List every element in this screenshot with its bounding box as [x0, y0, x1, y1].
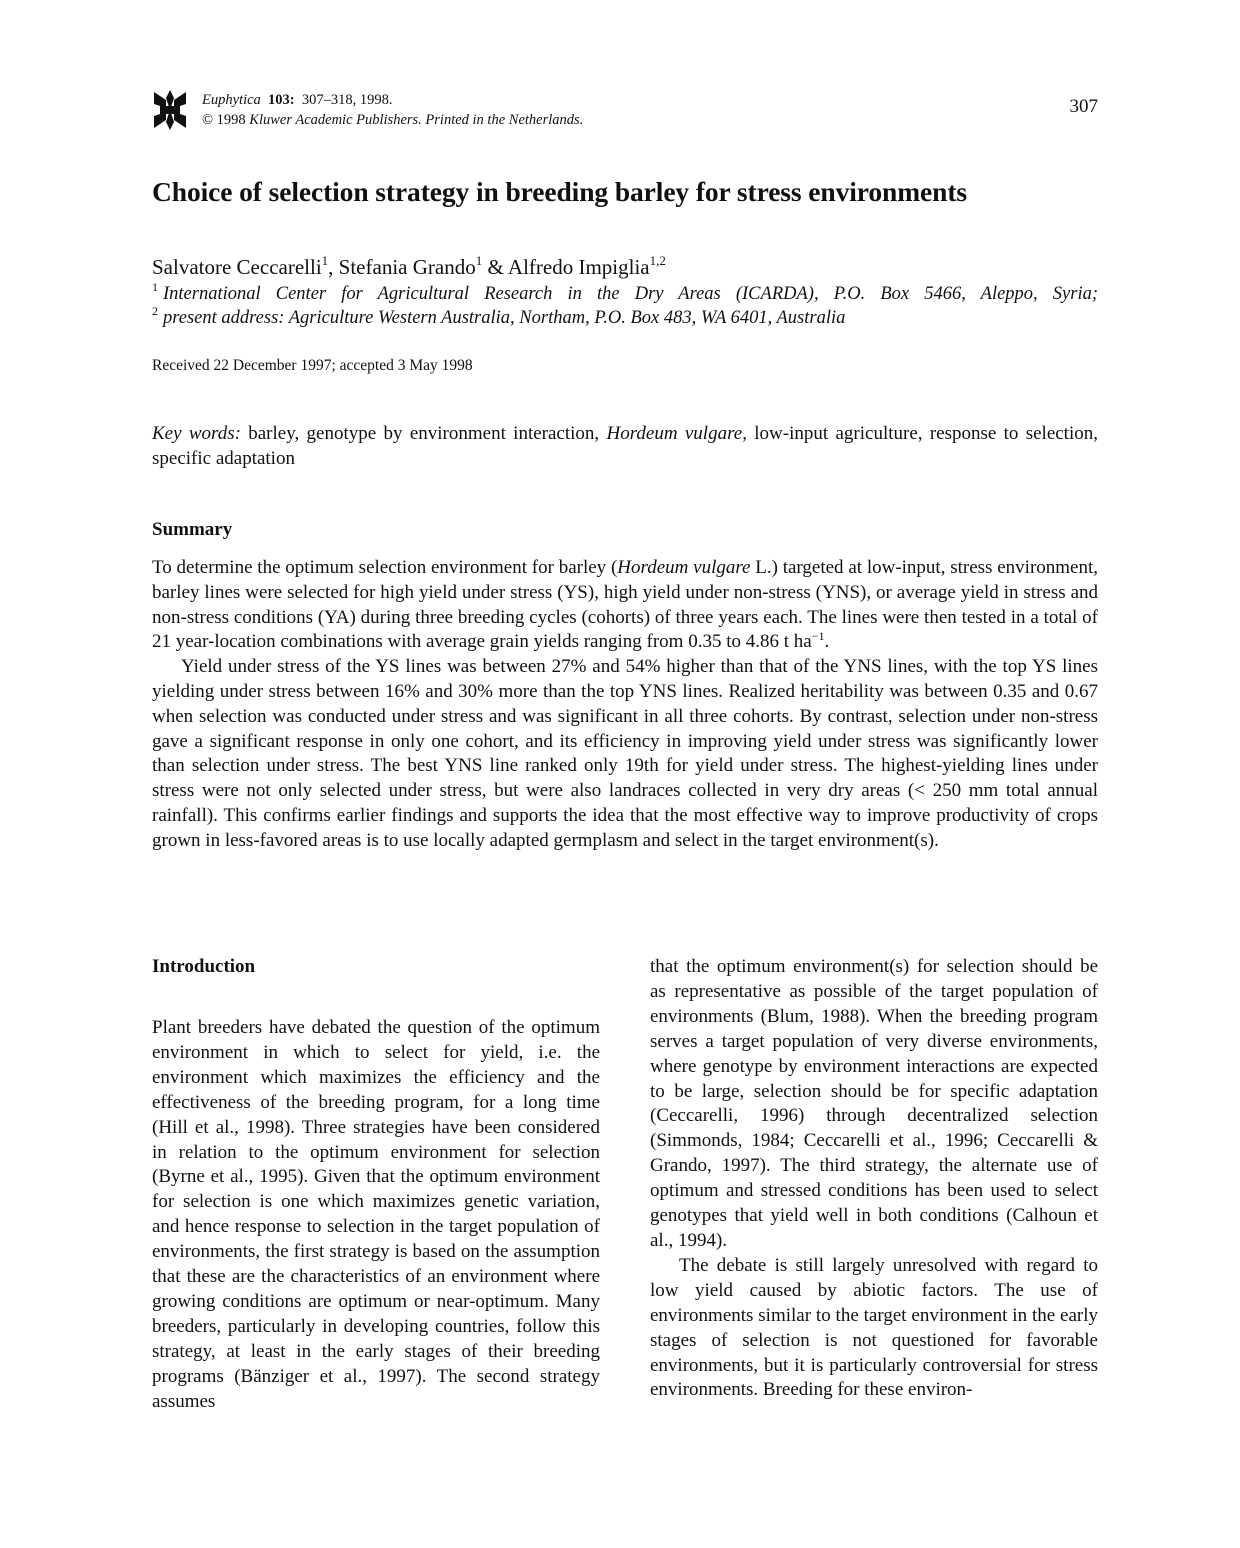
author-affiliation-mark: 1 — [321, 253, 329, 268]
introduction-paragraph: The debate is still largely unresolved with regard to low yield caused by abiotic factors. The use of environments similar to the target environment in the early stages of selection is not questioned for favorable environments, but it is particularly controversial for stress environments. Breeding for these environ- — [650, 1254, 1098, 1401]
article-title: Choice of selection strategy in breeding barley for stress environments — [152, 176, 968, 207]
summary-body — [152, 556, 1098, 854]
keywords-label: Key words: — [152, 423, 241, 444]
affiliation-text: present address: Agriculture Western Australia, Northam, P.O. Box 483, WA 6401, Australia — [163, 308, 846, 328]
keywords-text: , low-input agriculture, response to selection, specific adaptation — [152, 423, 1098, 469]
author-name: Alfredo Impiglia — [507, 255, 650, 279]
introduction-right-column — [650, 955, 1098, 1403]
received-dates: Received 22 December 1997; accepted 3 May 1998 — [152, 357, 473, 374]
author-name: Stefania Grando — [338, 255, 476, 279]
journal-pages-year: 307–318, 1998. — [301, 92, 393, 108]
page-number: 307 — [1069, 96, 1098, 117]
keywords-text: barley, genotype by environment interaction, — [240, 423, 607, 444]
journal-volume: 103: — [268, 92, 295, 108]
summary-species: Hordeum vulgare — [617, 557, 751, 578]
author-affiliation-mark: 1,2 — [649, 253, 666, 268]
author-separator: & — [482, 255, 508, 279]
summary-paragraph: Yield under stress of the YS lines was between 27% and 54% higher than that of the YNS lines, with the top YS lines yielding under stress between 16% and 30% more than the top YNS lines. Realized heritability was between 0.35 and 0.67 when selection was conducted under stress and was significant in all three cohorts. By contrast, selection under non-stress gave a significant response in only one cohort, and its efficiency in improving yield under stress was significantly lower than selection under stress. The best YNS line ranked only 19th for yield under stress. The highest-yielding lines under stress were not only selected under stress, but were also landraces collected in very dry areas (< 250 mm total annual rainfall). This confirms earlier findings and supports the idea that the most effective way to improve productivity of crops grown in less-favored areas is to use locally adapted germplasm and select in the target environment(s). — [152, 656, 1098, 851]
copyright-line — [202, 110, 583, 130]
introduction-paragraph: Plant breeders have debated the question of the optimum environment in which to select for yield, i.e. the environment which maximizes the efficiency and the effectiveness of the breeding program, for a long time (Hill et al., 1998). Three strategies have been considered in relation to the optimum environment for selection (Byrne et al., 1995). Given that the optimum environment for selection is one which maximizes genetic variation, and hence response to selection in the target population of environments, the first strategy is based on the assumption that these are the characteristics of an environment where growing conditions are optimum or near-optimum. Many breeders, particularly in developing countries, follow this strategy, at least in the early stages of their breeding programs (Bänziger et al., 1997). The second strategy assumes — [152, 1017, 600, 1412]
summary-heading: Summary — [152, 519, 233, 540]
author-separator: , — [328, 255, 339, 279]
affiliation-2 — [152, 304, 1098, 329]
affiliation-mark: 1 — [152, 280, 158, 294]
affiliation-text: International Center for Agricultural Research in the Dry Areas (ICARDA), P.O. Box 5466, Aleppo, Syria; — [163, 284, 1098, 304]
introduction-paragraph-continued: that the optimum environment(s) for selection should be as representative as possible of the target population of environments (Blum, 1988). When the breeding program serves a target population of very diverse environments, where genotype by environment interactions are expected to be large, selection should be for specific adaptation (Ceccarelli, 1996) through decentralized selection (Simmonds, 1984; Ceccarelli et al., 1996; Ceccarelli & Grando, 1997). The third strategy, the alternate use of optimum and stressed conditions has been used to select genotypes that yield well in both conditions (Calhoun et al., 1994). — [650, 956, 1098, 1251]
journal-name: Euphytica — [202, 92, 261, 108]
unit-exponent: −1 — [811, 629, 825, 644]
journal-line — [202, 90, 583, 110]
introduction-heading: Introduction — [152, 956, 256, 977]
author-name: Salvatore Ceccarelli — [152, 255, 322, 279]
introduction-left-column — [152, 1016, 600, 1415]
affiliation-1 — [152, 280, 1098, 305]
publisher-name: Kluwer Academic Publishers. Printed in the Netherlands. — [249, 112, 584, 128]
summary-paragraph — [152, 556, 1098, 655]
author-list — [152, 255, 666, 280]
affiliation-mark: 2 — [152, 304, 158, 318]
keywords-species: Hordeum vulgare — [606, 423, 743, 444]
summary-text: . — [824, 631, 830, 653]
author-affiliation-mark: 1 — [475, 253, 483, 268]
summary-text: L.) targeted at low-input, stress environment, barley lines were selected for high yield under stress (YS), high yield under non-stress (YNS), or average yield in stress and non-stress conditions (YA) during three breeding cycles (cohorts) of three years each. The lines were then tested in a total of 21 year-location combinations with average grain yields ranging from 0.35 to 4.86 t ha — [152, 557, 1099, 653]
journal-citation — [202, 90, 583, 130]
summary-text: To determine the optimum selection environment for barley ( — [152, 557, 618, 578]
copyright-prefix: © 1998 — [202, 112, 246, 128]
kluwer-publisher-logo-icon — [152, 88, 188, 132]
running-header — [152, 86, 1098, 136]
keywords — [152, 421, 1098, 471]
